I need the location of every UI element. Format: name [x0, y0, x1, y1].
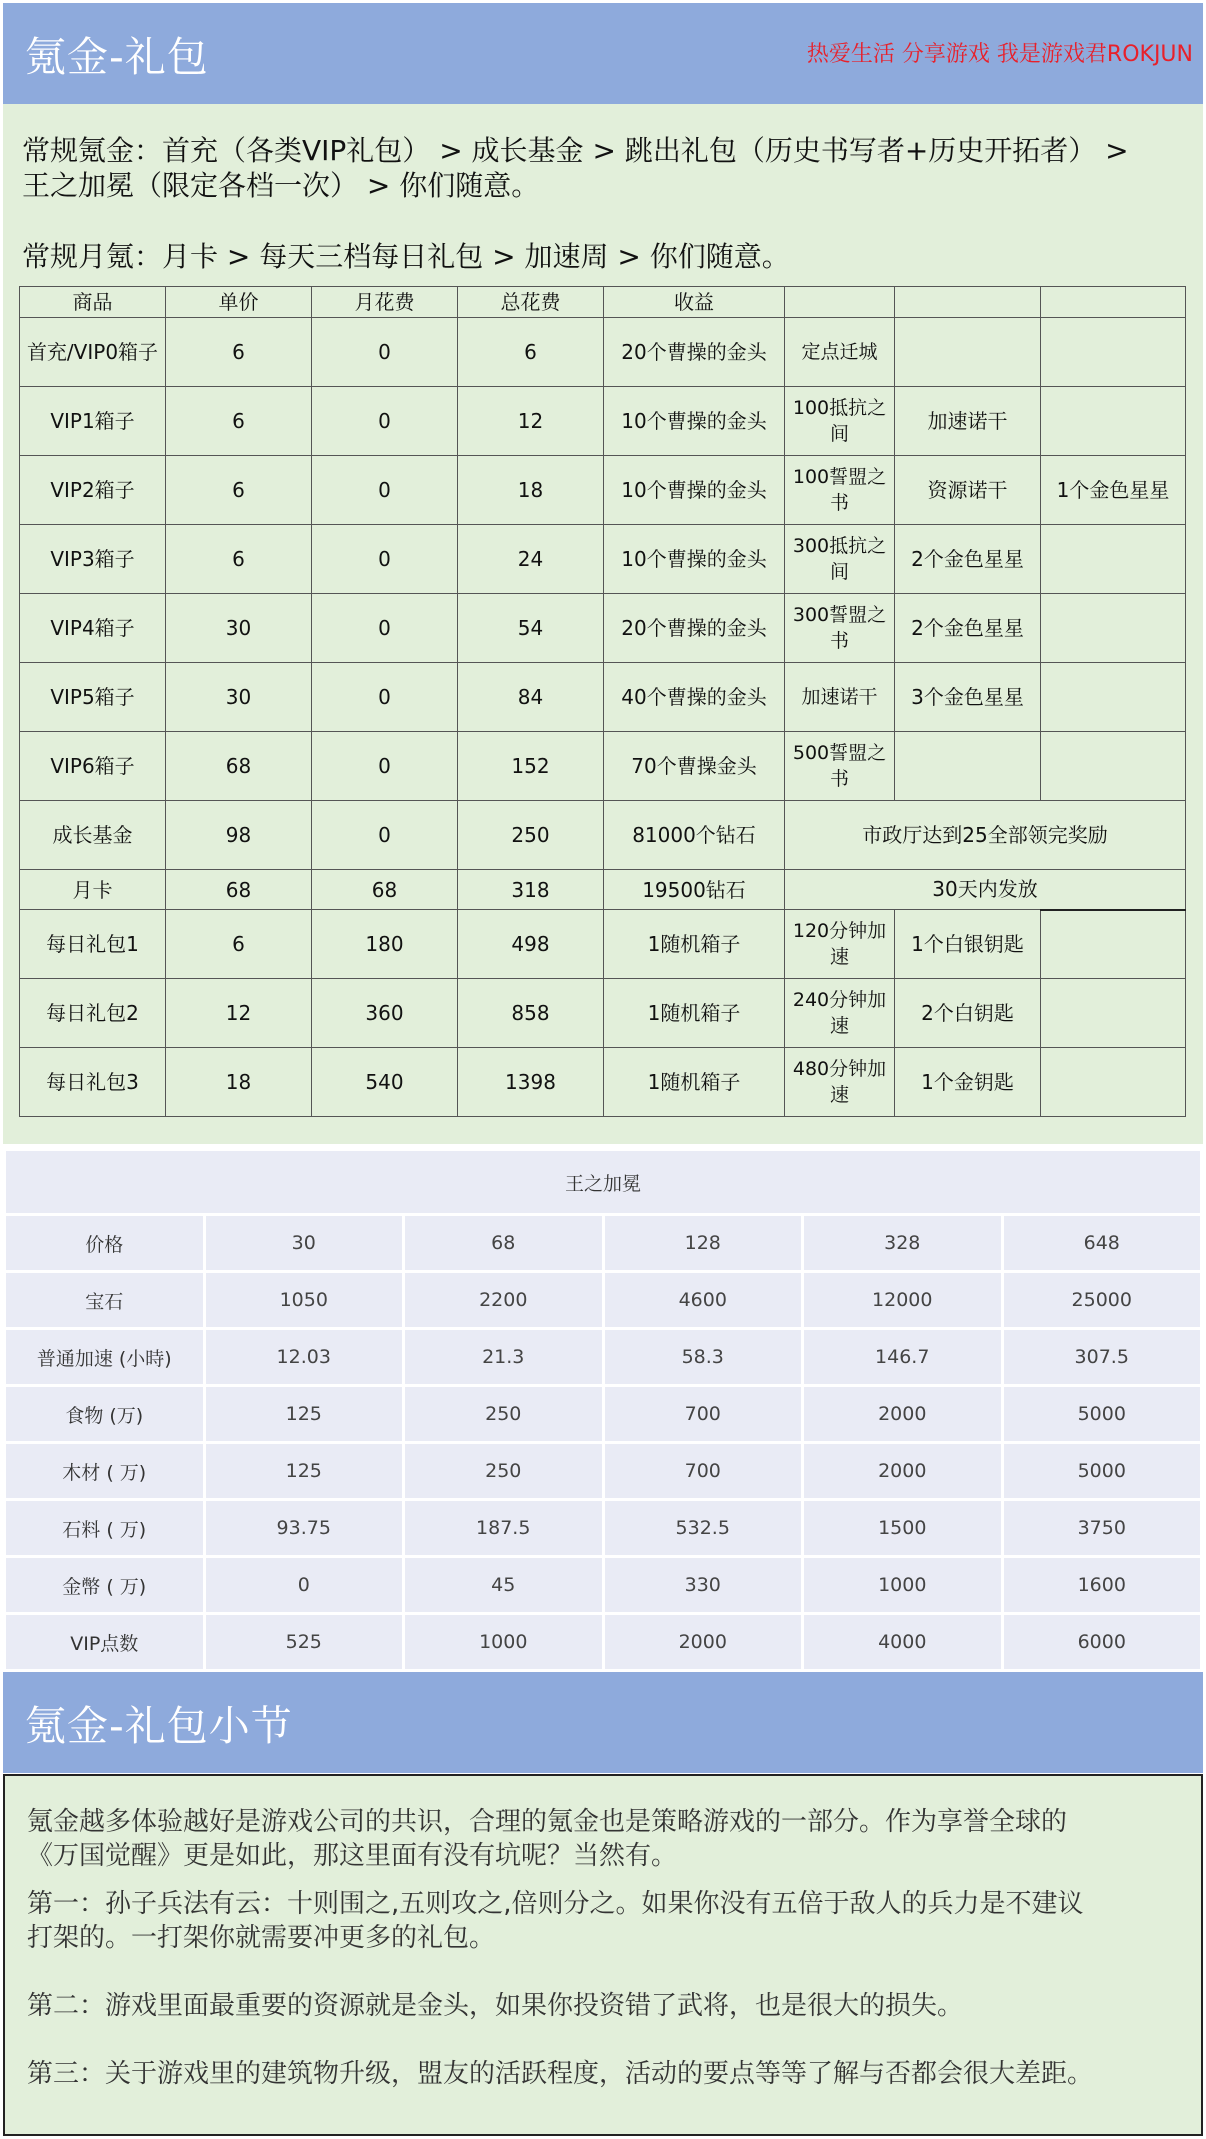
row-label: 金幣 ( 万) [6, 1558, 203, 1612]
column-header [1041, 287, 1186, 318]
table-cell: 240分钟加速 [785, 979, 895, 1048]
table-row [6, 1330, 1200, 1384]
table-cell: 68 [405, 1216, 602, 1270]
table-cell: 每日礼包2 [20, 979, 166, 1048]
table-cell: 6 [166, 525, 312, 594]
table-cell: 0 [312, 594, 458, 663]
table-cell: 加速诺干 [785, 663, 895, 732]
table-cell [1041, 525, 1186, 594]
table-cell: 1随机箱子 [604, 910, 785, 979]
table-cell: 1050 [206, 1273, 403, 1327]
wangzhi-table [3, 1148, 1203, 1672]
table-cell: 330 [605, 1558, 802, 1612]
row-label: 宝石 [6, 1273, 203, 1327]
table-cell: VIP4箱子 [20, 594, 166, 663]
table-caption: 王之加冕 [6, 1151, 1200, 1213]
table-cell: 6 [166, 387, 312, 456]
intro-line: 王之加冕（限定各档一次） > 你们随意。 [22, 169, 540, 202]
table-cell: 0 [312, 525, 458, 594]
table-cell: 180 [312, 910, 458, 979]
table-cell: 146.7 [804, 1330, 1001, 1384]
table-cell: VIP5箱子 [20, 663, 166, 732]
table-cell [1041, 594, 1186, 663]
table-row [6, 1501, 1200, 1555]
table-cell: 1000 [405, 1615, 602, 1669]
table-cell: 2000 [804, 1444, 1001, 1498]
summary-paragraph: 氪金越多体验越好是游戏公司的共识，合理的氪金也是策略游戏的一部分。作为享誉全球的 [27, 1807, 1068, 1837]
intro-line: 常规氪金：首充（各类VIP礼包） > 成长基金 > 跳出礼包（历史书写者+历史开拓者） > [22, 134, 1129, 167]
table-cell: 2个白钥匙 [895, 979, 1041, 1048]
table-cell: 120分钟加速 [785, 910, 895, 979]
table-cell: 3个金色星星 [895, 663, 1041, 732]
summary-paragraph: 打架的。一打架你就需要冲更多的礼包。 [27, 1923, 496, 1953]
table-cell: 125 [206, 1444, 403, 1498]
wangzhi-section [3, 1148, 1203, 1672]
table-row [20, 979, 1186, 1048]
table-row [20, 387, 1186, 456]
column-header: 月花费 [312, 287, 458, 318]
table-cell: 0 [312, 387, 458, 456]
table-cell [1041, 318, 1186, 387]
table-cell: 2000 [605, 1615, 802, 1669]
summary-paragraph: 第三：关于游戏里的建筑物升级，盟友的活跃程度，活动的要点等等了解与否都会很大差距。 [27, 2059, 1094, 2089]
table-cell: 98 [166, 801, 312, 870]
table-cell [1041, 1048, 1186, 1117]
table-cell [1041, 663, 1186, 732]
table-cell: 6 [458, 318, 604, 387]
table-cell: 540 [312, 1048, 458, 1117]
table-cell: 1个金钥匙 [895, 1048, 1041, 1117]
summary-paragraph: 《万国觉醒》更是如此，那这里面有没有坑呢？当然有。 [27, 1841, 678, 1871]
table-cell: 125 [206, 1387, 403, 1441]
table-cell: 6 [166, 456, 312, 525]
table-cell: VIP1箱子 [20, 387, 166, 456]
table-cell: 30天内发放 [785, 870, 1186, 910]
table-cell: 480分钟加速 [785, 1048, 895, 1117]
table-cell: 93.75 [206, 1501, 403, 1555]
table-cell: 300抵抗之间 [785, 525, 895, 594]
row-label: 木材 ( 万) [6, 1444, 203, 1498]
table-cell: 54 [458, 594, 604, 663]
table-row [6, 1444, 1200, 1498]
table-row [20, 801, 1186, 870]
table-cell [1041, 979, 1186, 1048]
table-cell [1041, 910, 1186, 979]
table-cell: 月卡 [20, 870, 166, 910]
table-cell: 68 [166, 732, 312, 801]
table-row [20, 1048, 1186, 1117]
table-cell: 152 [458, 732, 604, 801]
summary-paragraph: 第一：孙子兵法有云：十则围之,五则攻之,倍则分之。如果你没有五倍于敌人的兵力是不建议 [27, 1889, 1084, 1919]
section-title: 氪金-礼包小节 [25, 1702, 293, 1750]
table-cell: 成长基金 [20, 801, 166, 870]
table-cell: 24 [458, 525, 604, 594]
table-cell: 328 [804, 1216, 1001, 1270]
table-cell: VIP3箱子 [20, 525, 166, 594]
table-cell: 250 [405, 1444, 602, 1498]
table-cell: 532.5 [605, 1501, 802, 1555]
table-cell: 0 [312, 663, 458, 732]
table-cell: 500誓盟之书 [785, 732, 895, 801]
table-cell: 30 [166, 594, 312, 663]
row-label: 价格 [6, 1216, 203, 1270]
table-cell: 1个白银钥匙 [895, 910, 1041, 979]
column-header: 收益 [604, 287, 785, 318]
table-row [20, 318, 1186, 387]
table-cell: 2200 [405, 1273, 602, 1327]
table-cell: 资源诺干 [895, 456, 1041, 525]
table-cell: 30 [166, 663, 312, 732]
table-cell: 700 [605, 1444, 802, 1498]
table-cell: 100誓盟之书 [785, 456, 895, 525]
table-cell: VIP2箱子 [20, 456, 166, 525]
table-cell: 12 [458, 387, 604, 456]
column-header: 单价 [166, 287, 312, 318]
section-header-summary [3, 1672, 1203, 1773]
table-header-row [20, 287, 1186, 318]
table-cell: 100抵抗之间 [785, 387, 895, 456]
table-cell: 1随机箱子 [604, 979, 785, 1048]
table-cell: 68 [312, 870, 458, 910]
row-label: 石料 ( 万) [6, 1501, 203, 1555]
packages-table [19, 286, 1186, 1117]
table-cell: 20个曹操的金头 [604, 594, 785, 663]
summary-paragraph: 第二：游戏里面最重要的资源就是金头，如果你投资错了武将，也是很大的损失。 [27, 1991, 964, 2021]
table-cell: 18 [458, 456, 604, 525]
table-cell: 128 [605, 1216, 802, 1270]
summary-box [3, 1774, 1203, 2136]
table-cell: 18 [166, 1048, 312, 1117]
row-label: VIP点数 [6, 1615, 203, 1669]
table-cell: 25000 [1004, 1273, 1201, 1327]
tagline: 热爱生活 分享游戏 我是游戏君ROKJUN [806, 42, 1193, 67]
table-cell: 0 [312, 318, 458, 387]
table-row [20, 910, 1186, 979]
table-row [20, 870, 1186, 910]
table-cell: 10个曹操的金头 [604, 456, 785, 525]
section-header-top [3, 3, 1203, 104]
section-title: 氪金-礼包 [25, 33, 209, 81]
table-cell: 498 [458, 910, 604, 979]
table-cell: 250 [458, 801, 604, 870]
table-cell: 21.3 [405, 1330, 602, 1384]
row-label: 食物 (万) [6, 1387, 203, 1441]
table-row [6, 1558, 1200, 1612]
table-cell: 10个曹操的金头 [604, 387, 785, 456]
table-cell: 187.5 [405, 1501, 602, 1555]
table-cell: 250 [405, 1387, 602, 1441]
table-cell: 700 [605, 1387, 802, 1441]
table-cell: 首充/VIP0箱子 [20, 318, 166, 387]
intro-line: 常规月氪：月卡 > 每天三档每日礼包 > 加速周 > 你们随意。 [22, 240, 790, 273]
table-cell: 4600 [605, 1273, 802, 1327]
table-cell: 12.03 [206, 1330, 403, 1384]
table-cell: 加速诺干 [895, 387, 1041, 456]
table-cell: 20个曹操的金头 [604, 318, 785, 387]
table-cell: 0 [312, 456, 458, 525]
table-cell: 10个曹操的金头 [604, 525, 785, 594]
table-cell [1041, 732, 1186, 801]
table-cell: 0 [206, 1558, 403, 1612]
table-cell [1041, 387, 1186, 456]
table-row [20, 594, 1186, 663]
table-cell: 648 [1004, 1216, 1201, 1270]
table-cell: 3750 [1004, 1501, 1201, 1555]
table-cell: 市政厅达到25全部领完奖励 [785, 801, 1186, 870]
table-cell: 525 [206, 1615, 403, 1669]
table-cell [895, 732, 1041, 801]
table-row [6, 1387, 1200, 1441]
table-cell: 每日礼包1 [20, 910, 166, 979]
table-cell: 0 [312, 801, 458, 870]
table-cell [895, 318, 1041, 387]
table-cell: 5000 [1004, 1387, 1201, 1441]
table-cell: 6000 [1004, 1615, 1201, 1669]
table-cell: 318 [458, 870, 604, 910]
table-cell: 4000 [804, 1615, 1001, 1669]
table-cell: 858 [458, 979, 604, 1048]
column-header: 总花费 [458, 287, 604, 318]
table-cell: 84 [458, 663, 604, 732]
table-cell: 1000 [804, 1558, 1001, 1612]
table-cell: 定点迁城 [785, 318, 895, 387]
table-cell: 45 [405, 1558, 602, 1612]
column-header [895, 287, 1041, 318]
table-row [6, 1615, 1200, 1669]
table-cell: 1600 [1004, 1558, 1201, 1612]
table-cell: 1500 [804, 1501, 1001, 1555]
table-cell: 360 [312, 979, 458, 1048]
column-header: 商品 [20, 287, 166, 318]
table-row [20, 732, 1186, 801]
table-row [20, 456, 1186, 525]
table-cell: 5000 [1004, 1444, 1201, 1498]
table-cell: 307.5 [1004, 1330, 1201, 1384]
table-cell: 2个金色星星 [895, 594, 1041, 663]
table-cell: 30 [206, 1216, 403, 1270]
table-cell: 1398 [458, 1048, 604, 1117]
table-cell: 6 [166, 318, 312, 387]
table-cell: 19500钻石 [604, 870, 785, 910]
table-cell: 70个曹操金头 [604, 732, 785, 801]
table-row [6, 1273, 1200, 1327]
table-row [20, 525, 1186, 594]
table-cell: VIP6箱子 [20, 732, 166, 801]
table-cell: 12 [166, 979, 312, 1048]
table-cell: 300誓盟之书 [785, 594, 895, 663]
table-cell: 2个金色星星 [895, 525, 1041, 594]
table-row [6, 1216, 1200, 1270]
table-cell: 81000个钻石 [604, 801, 785, 870]
table-cell: 2000 [804, 1387, 1001, 1441]
table-cell: 1随机箱子 [604, 1048, 785, 1117]
table-cell: 每日礼包3 [20, 1048, 166, 1117]
table-cell: 6 [166, 910, 312, 979]
table-cell: 0 [312, 732, 458, 801]
table-cell: 68 [166, 870, 312, 910]
table-row [20, 663, 1186, 732]
column-header [785, 287, 895, 318]
table-cell: 1个金色星星 [1041, 456, 1186, 525]
table-cell: 12000 [804, 1273, 1001, 1327]
row-label: 普通加速 (小時) [6, 1330, 203, 1384]
table-cell: 58.3 [605, 1330, 802, 1384]
table-cell: 40个曹操的金头 [604, 663, 785, 732]
